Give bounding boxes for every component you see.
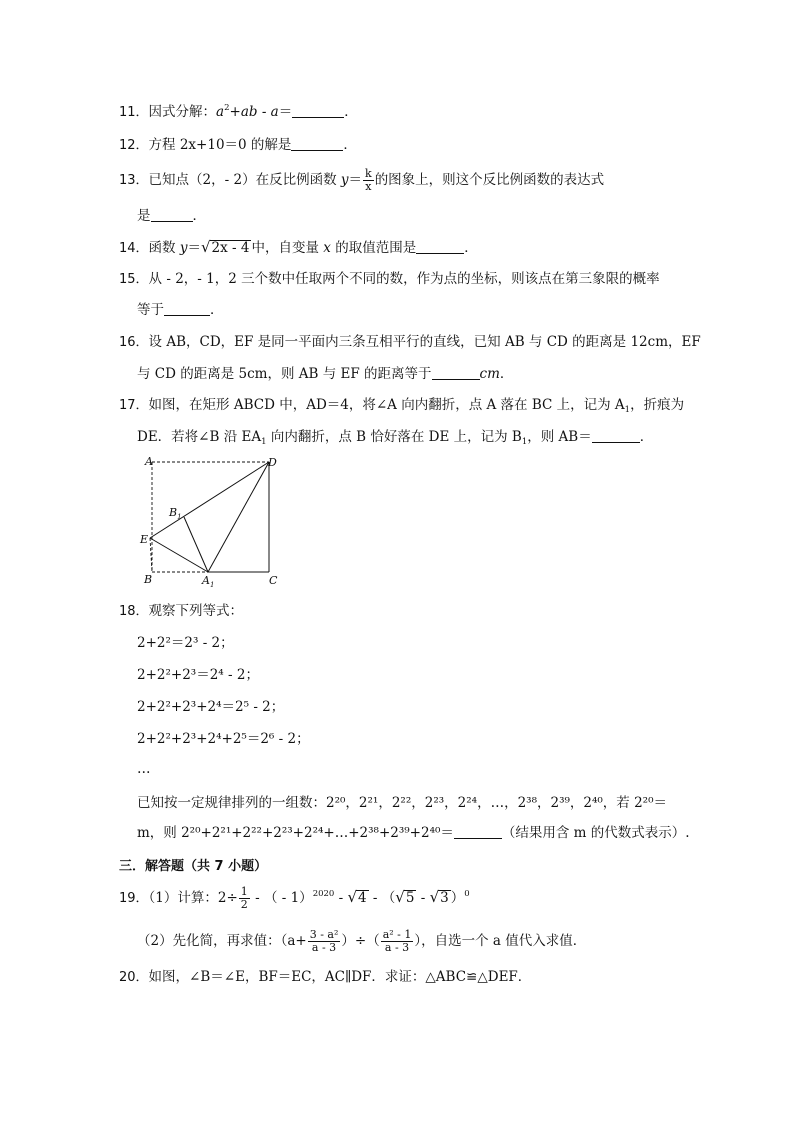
question-17-line2: DE．若将∠B 沿 $EA_1$ 向内翻折，点 B 恰好落在 DE 上，记为 $B_1$，则 AB＝ ． [137, 429, 654, 447]
question-18-sequence: 已知按一定规律排列的一组数：2²⁰，2²¹，2²²，2²³，2²⁴，…，2³⁸，2³⁹，2⁴⁰，若 2²⁰＝ [137, 795, 668, 811]
question-14: 14．函数 y＝√2x - 4 中，自变量 x 的取值范围是 ． [119, 238, 478, 256]
fraction-one-half: $\frac{1}{2}$ [240, 885, 248, 911]
question-20: 20．如图，∠B＝∠E，BF＝EC，AC∥DF．求证：△ABC≌△DEF． [119, 969, 532, 985]
equation-3: 2+2²+2³+2⁴＝2⁵ - 2； [137, 699, 285, 715]
sqrt-icon: √ [395, 888, 405, 906]
fraction-2: $\frac{\text{a² - 1}}{a - 3}$ [382, 928, 412, 954]
question-19-part1: 19．（1）计算：2÷ $\frac{1}{2}$ - （ - 1）$^{2020}$ - √4 - （√5 - √3 ）$^0$ [119, 885, 470, 911]
equation-1: 2+2²＝2³ - 2； [137, 635, 234, 651]
equation-2: 2+2²+2³＝2⁴ - 2； [137, 667, 259, 683]
label-a: A [145, 455, 153, 468]
label-b1: $B_1$ [169, 506, 182, 521]
question-15: 15．从 - 2，- 1，2 三个数中任取两个不同的数，作为点的坐标，则该点在第三象限的概率 [119, 271, 660, 287]
answer-blank [592, 430, 640, 443]
answer-blank [151, 209, 193, 222]
label-e: E [140, 533, 149, 546]
question-18: 18．观察下列等式： [119, 603, 244, 619]
answer-blank [292, 105, 344, 118]
answer-blank [432, 367, 480, 380]
edge-b1a1 [184, 517, 208, 572]
section-heading: 三．解答题（共 7 小题） [119, 859, 268, 874]
question-16-line2: 与 CD 的距离是 5cm，则 AB 与 EF 的距离等于 cm． [137, 366, 514, 382]
question-12: 12．方程 2x+10＝0 的解是 ． [119, 137, 357, 153]
answer-blank [454, 826, 502, 839]
label-a1: $A_1$ [202, 574, 215, 589]
sqrt-icon: √ [347, 888, 358, 906]
question-16: 16．设 AB，CD，EF 是同一平面内三条互相平行的直线，已知 AB 与 CD 的距离是 12cm，EF [119, 334, 701, 350]
sqrt-icon: √ [200, 238, 211, 256]
label-b: B [144, 573, 153, 586]
sqrt-icon: √ [429, 888, 440, 906]
edge-ed [150, 462, 269, 538]
ellipsis: … [137, 761, 151, 777]
answer-blank [164, 303, 210, 316]
label-c: C [269, 574, 278, 587]
question-11: 11．因式分解：$a^2+ab - a=$ ． [119, 103, 358, 120]
question-13: 13．已知点（2，- 2）在反比例函数 y＝ $\frac{k}{x}$ 的图象上，则这个反比例函数的表达式 [119, 167, 605, 193]
edge-da1 [208, 462, 269, 572]
question-13-line2: 是 ． [137, 208, 206, 224]
fraction-1: $\frac{\text{3 - a²}}{a - 3}$ [309, 928, 339, 954]
fraction-k-over-x: $\frac{k}{x}$ [365, 167, 372, 193]
label-d: D [268, 456, 277, 469]
rectangle-fold-figure [138, 452, 288, 592]
answer-blank [291, 138, 343, 151]
question-18-sum: m，则 2²⁰+2²¹+2²²+2²³+2²⁴+…+2³⁸+2³⁹+2⁴⁰＝ （结果用含 m 的代数式表示）. [137, 825, 690, 841]
equation-4: 2+2²+2³+2⁴+2⁵＝2⁶ - 2； [137, 731, 310, 747]
edge-ea1 [150, 538, 208, 572]
question-15-line2: 等于 ． [137, 302, 224, 318]
question-19-part2: （2）先化简，再求值：（a+ $\frac{\text{3 - a²}}{a - 3}$ ）÷（ $\frac{\text{a² - 1}}{a - 3}$ ），自选一个 a 值代入求值． [137, 928, 587, 954]
question-17: 17．如图，在矩形 ABCD 中，AD＝4，将∠A 向内翻折，点 A 落在 BC 上，记为 $A_1$，折痕为 [119, 397, 685, 415]
answer-blank [416, 241, 464, 254]
